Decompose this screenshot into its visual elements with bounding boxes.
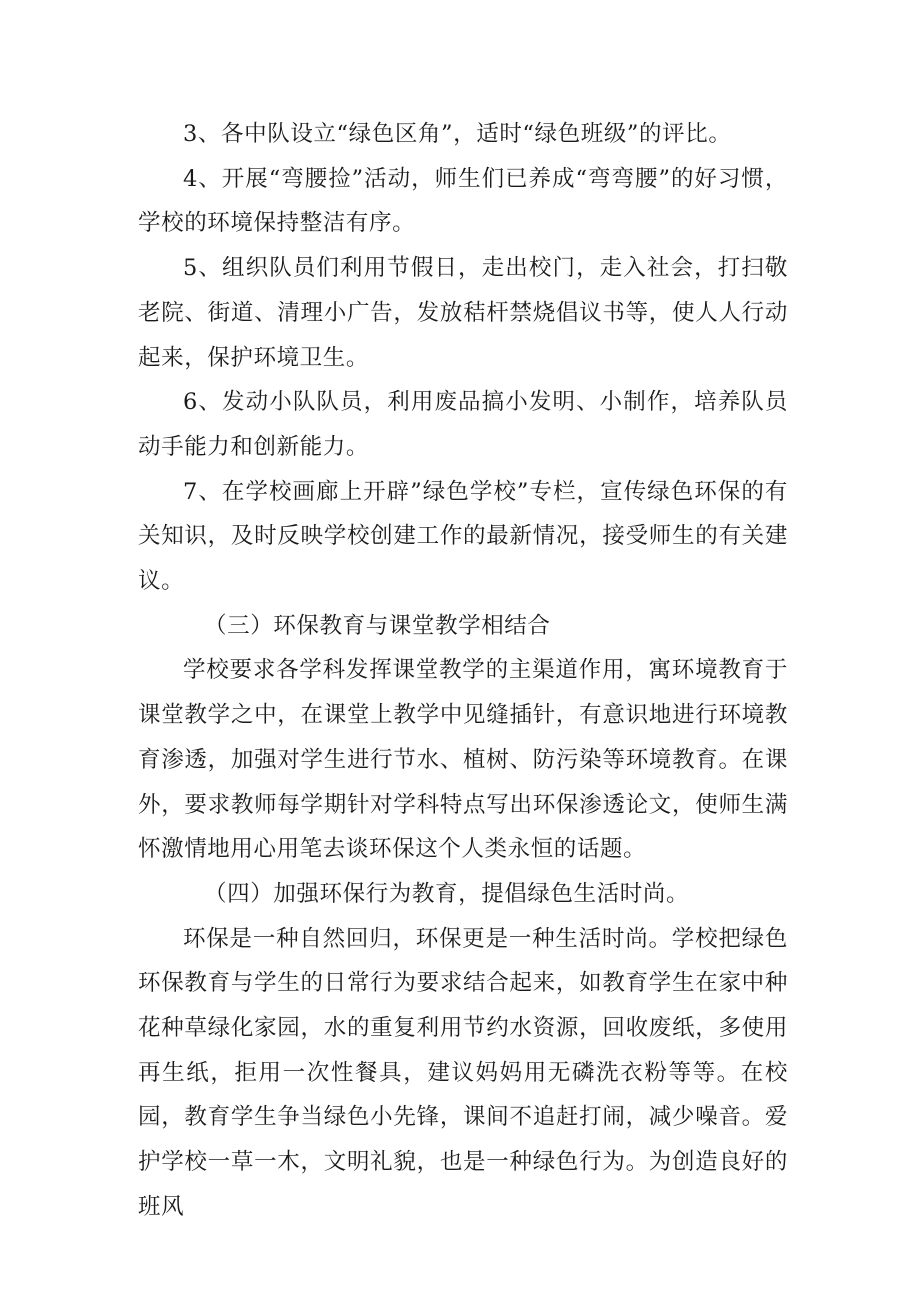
body-paragraph: 环保是一种自然回归，环保更是一种生活时尚。学校把绿色环保教育与学生的日常行为要求结合起来，如教育学生在家中种花种草绿化家园，水的重复利用节约水资源，回收废纸，多使用再生纸，拒用一次性餐具，建议妈妈用无磷洗衣粉等等。在校园，教育学生争当绿色小先锋，课间不追赶打闹，减少噪音。爱护学校一草一木，文明礼貌，也是一种绿色行为。为创造良好的班风 bbox=[138, 925, 788, 1220]
list-item-3: 3、各中队设立“绿色区角”，适时“绿色班级”的评比。 bbox=[183, 121, 732, 147]
list-item-5: 5、组织队员们利用节假日，走出校门，走入社会，打扫敬老院、街道、清理小广告，发放秸杆禁烧倡议书等，使人人行动起来，保护环境卫生。 bbox=[138, 255, 788, 371]
section-heading-4: （四）加强环保行为教育，提倡绿色生活时尚。 bbox=[204, 880, 690, 907]
list-item-4: 4、开展“弯腰捡”活动，师生们已养成“弯弯腰”的好习惯，学校的环境保持整洁有序。 bbox=[138, 165, 788, 237]
list-item-6: 6、发动小队队员，利用废品搞小发明、小制作，培养队员动手能力和创新能力。 bbox=[138, 389, 788, 460]
list-item-7: 7、在学校画廊上开辟”绿色学校”专栏，宣传绿色环保的有关知识，及时反映学校创建工作的最新情况，接受师生的有关建议。 bbox=[138, 478, 788, 595]
body-paragraph: 学校要求各学科发挥课堂教学的主渠道作用，寓环境教育于课堂教学之中，在课堂上教学中见缝插针，有意识地进行环境教育渗透，加强对学生进行节水、植树、防污染等环境教育。在课外，要求教师每学期针对学科特点写出环保渗透论文，使师生满怀激情地用心用笔去谈环保这个人类永恒的话题。 bbox=[138, 657, 788, 863]
section-heading-3: （三）环保教育与课堂教学相结合 bbox=[204, 612, 551, 639]
document-body bbox=[138, 112, 788, 1230]
